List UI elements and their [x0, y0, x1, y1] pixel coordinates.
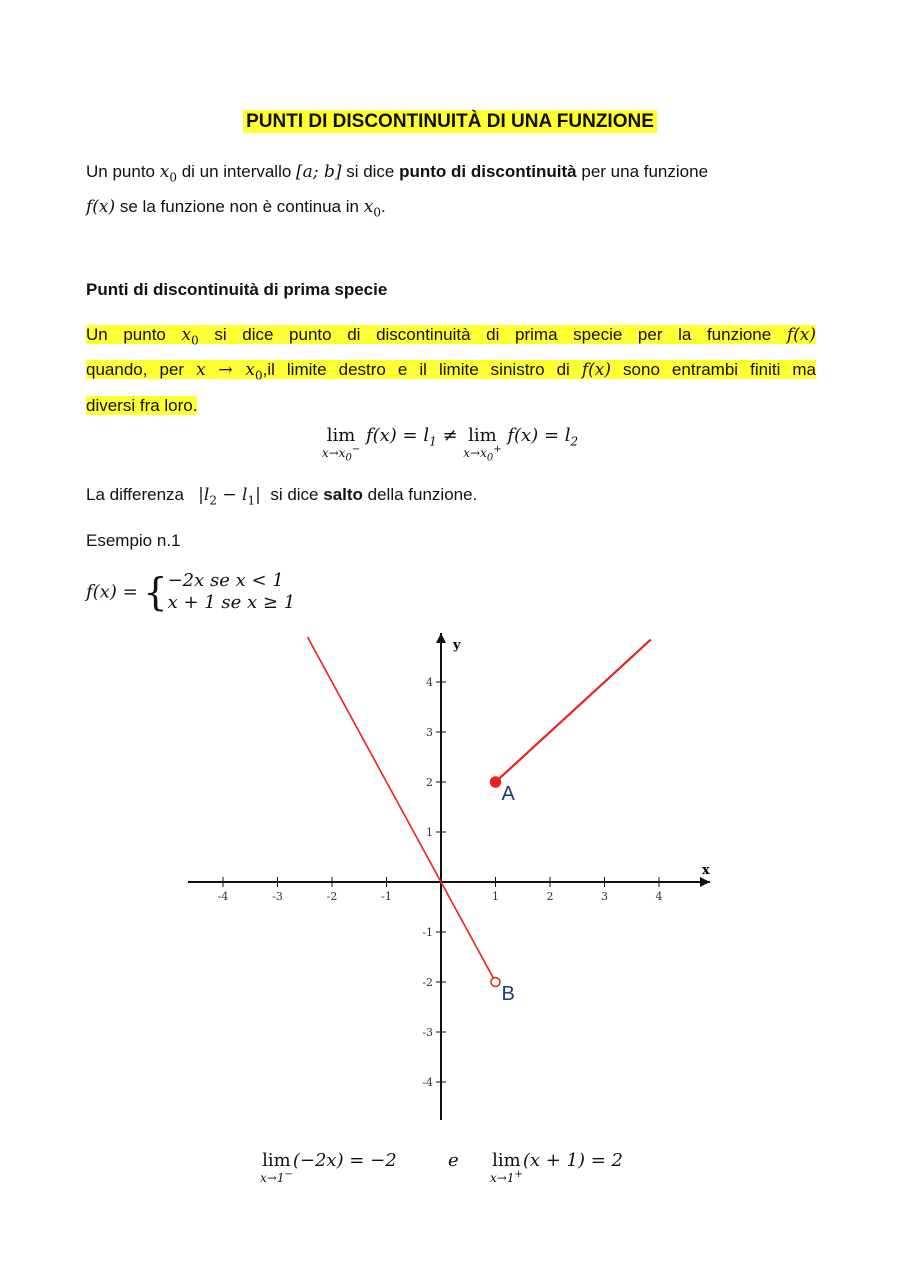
difference-text: si dice	[265, 485, 324, 504]
lim-subscript-index: 0	[486, 452, 494, 464]
x-axis-label: x	[702, 863, 710, 878]
left-expression: f(x) = l	[365, 425, 430, 446]
piecewise-definition	[86, 570, 295, 614]
definition-text: quando, per	[86, 360, 197, 380]
difference-line	[86, 485, 477, 507]
definition-text: si dice punto di discontinuità di prima specie per la funzione	[198, 325, 787, 344]
lim-subscript-sign: +	[514, 1169, 523, 1180]
y-tick-label: -1	[422, 926, 433, 939]
right-expression: f(x) = l	[507, 425, 571, 446]
limit-formula	[0, 425, 900, 463]
x0-subscript: 0	[191, 333, 199, 348]
definition-paragraph	[86, 320, 816, 420]
function-graph	[180, 625, 730, 1130]
brace-symbol: {	[143, 570, 168, 614]
section-heading: Punti di discontinuità di prima specie	[86, 280, 388, 299]
point-marker	[491, 978, 500, 987]
l1-index: 1	[429, 434, 437, 449]
x0-symbol: x	[181, 325, 192, 345]
definition-text: ,il limite destro e il limite sinistro di	[262, 360, 582, 380]
y-tick-label: -4	[422, 1076, 433, 1089]
function-symbol: f(x)	[581, 360, 611, 381]
l2-index: 2	[570, 434, 579, 449]
definition-text: Un punto	[86, 325, 182, 344]
definition-text: diversi fra loro.	[86, 395, 198, 415]
x-tick-label: 1	[492, 890, 499, 903]
lim-block	[490, 1150, 523, 1185]
y-tick-label: 4	[426, 676, 433, 689]
x0-subscript: 0	[254, 368, 263, 383]
lim-subscript: x→x	[321, 446, 346, 460]
example-label: Esempio n.1	[86, 531, 181, 550]
lim-subscript: x→x	[463, 446, 487, 460]
intro-text: .	[380, 197, 386, 217]
lim-operator: lim	[492, 1150, 521, 1171]
series-line	[496, 640, 651, 783]
page-title	[0, 111, 900, 133]
right-limit-result	[490, 1150, 623, 1185]
cases	[168, 570, 296, 614]
intro-text: si dice	[341, 162, 400, 181]
jump-part: − l	[216, 485, 248, 505]
x-tick-label: 4	[655, 890, 663, 903]
jump-part: |	[255, 485, 261, 505]
function-lhs: f(x) =	[86, 581, 144, 603]
jump-index: 2	[209, 493, 217, 508]
left-limit	[322, 425, 360, 463]
point-marker	[491, 777, 501, 787]
x0-symbol: x	[363, 197, 374, 218]
x0-subscript: 0	[169, 170, 177, 185]
lim-subscript-sign: −	[351, 444, 361, 455]
difference-text: La differenza	[86, 485, 189, 504]
intro-text: per una funzione	[576, 162, 709, 181]
y-tick-label: 2	[426, 776, 433, 789]
lim-operator: lim	[326, 425, 356, 446]
point-label: B	[501, 983, 515, 1005]
lim-operator: lim	[262, 1150, 291, 1171]
point-label: A	[501, 783, 515, 805]
lim-operator: lim	[468, 425, 497, 446]
y-tick-label: -3	[422, 1026, 433, 1039]
x-axis-arrow	[700, 877, 710, 887]
x0-symbol: x	[159, 162, 170, 182]
function-symbol: f(x)	[786, 325, 816, 345]
neq-symbol: ≠	[436, 425, 464, 446]
jump-index: 1	[247, 493, 256, 508]
intro-text: Un punto	[86, 162, 160, 181]
limit-value: (x + 1) = 2	[522, 1150, 624, 1171]
bold-term: salto	[323, 485, 363, 504]
lim-subscript: x→1	[490, 1171, 515, 1185]
x-tick-label: -2	[326, 890, 338, 903]
lim-subscript-sign: +	[493, 444, 502, 455]
lim-subscript-sign: −	[284, 1169, 293, 1180]
lim-block	[260, 1150, 293, 1185]
y-axis-label: y	[453, 638, 461, 653]
x-tick-label: -4	[217, 890, 229, 903]
x-tick-label: 3	[601, 890, 608, 903]
x-tick-label: -1	[381, 890, 392, 903]
bold-term: punto di discontinuità	[399, 162, 577, 181]
intro-text: se la funzione non è continua in	[115, 197, 364, 217]
right-limit	[463, 425, 501, 463]
limit-value: (−2x) = −2	[292, 1150, 397, 1171]
lim-subscript: x→1	[260, 1171, 285, 1185]
series-line	[308, 637, 496, 982]
x0-subscript: 0	[373, 205, 381, 220]
y-axis-arrow	[436, 633, 446, 643]
y-tick-label: 1	[426, 826, 433, 839]
jump-expression	[198, 485, 261, 508]
definition-text: sono entrambi finiti ma	[611, 360, 816, 380]
left-limit-result	[260, 1150, 397, 1185]
difference-text: della funzione.	[362, 485, 478, 504]
x-tick-label: -3	[272, 890, 283, 903]
y-tick-label: 3	[426, 726, 433, 739]
case-1: −2x se x < 1	[167, 570, 284, 591]
interval-expression: [a; b]	[296, 162, 342, 182]
lim-subscript-index: 0	[345, 452, 352, 464]
intro-text: di un intervallo	[176, 162, 297, 181]
jump-part: |l	[198, 485, 210, 505]
intro-paragraph	[86, 157, 816, 228]
function-symbol: f(x)	[86, 197, 116, 218]
limit-arrow: x → x	[196, 360, 255, 381]
title-text: PUNTI DI DISCONTINUITÀ DI UNA FUNZIONE	[243, 110, 657, 133]
x-tick-label: 2	[546, 890, 554, 903]
case-2: x + 1 se x ≥ 1	[167, 592, 296, 613]
conjunction: e	[448, 1150, 459, 1171]
y-tick-label: -2	[422, 976, 433, 989]
